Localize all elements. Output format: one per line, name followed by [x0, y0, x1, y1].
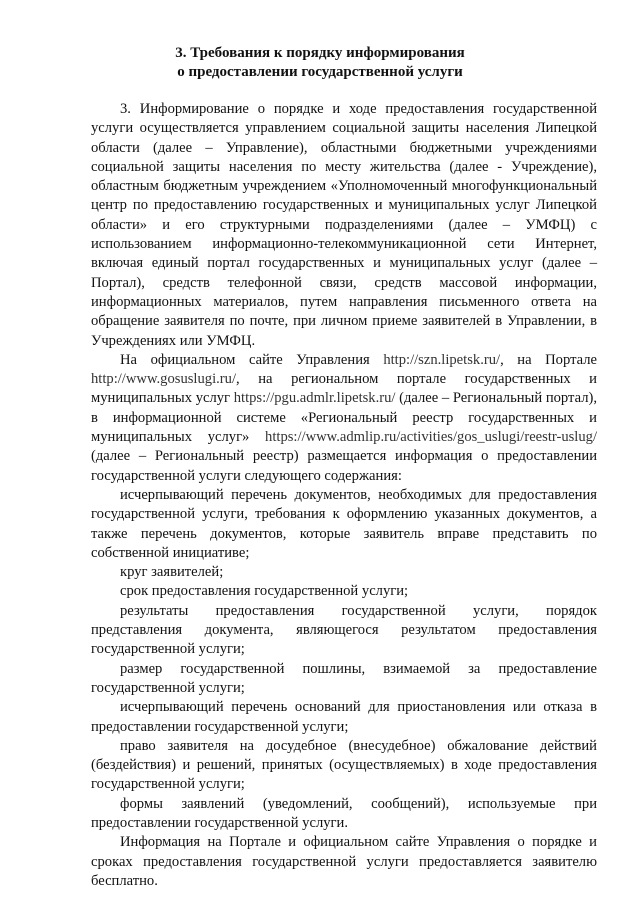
list-item: исчерпывающий перечень оснований для приостановления или отказа в предоставлении государственной услуги;: [91, 699, 597, 735]
paragraph-websites-text-1: На официальном сайте Управления: [120, 351, 384, 368]
link-regional-portal[interactable]: https://pgu.admlr.lipetsk.ru/: [233, 390, 396, 407]
paragraph-websites-text-4: (далее – Региональный портал), в информационной системе «Региональный реестр государственных и муниципальных услуг»: [91, 390, 597, 446]
section-title-line-1: 3. Требования к порядку информирования: [175, 45, 465, 61]
list-item: результаты предоставления государственной услуги, порядок представления документа, являющегося результатом предоставления государственной услуги;: [91, 602, 597, 658]
paragraph-websites-text-2: , на Портале: [500, 351, 597, 368]
document-body: [91, 100, 597, 891]
list-item: исчерпывающий перечень документов, необходимых для предоставления государственной услуги, требования к оформлению указанных документов, а также перечень документов, которые заявитель вправе представить по собственной инициативе;: [91, 486, 597, 561]
link-regional-registry[interactable]: https://www.admlip.ru/activities/gos_uslugi/reestr-uslug/: [265, 429, 597, 446]
section-title-line-2: о предоставлении государственной услуги: [177, 64, 463, 80]
paragraph-websites-text-3: , на региональном портале государственных и муниципальных услуг: [91, 371, 597, 407]
list-item: размер государственной пошлины, взимаемой за предоставление государственной услуги;: [91, 660, 597, 696]
list-item: круг заявителей;: [120, 564, 224, 581]
section-title: [0, 44, 640, 82]
list-item: формы заявлений (уведомлений, сообщений), используемые при предоставлении государственной услуги.: [91, 795, 597, 831]
link-szn-site[interactable]: http://szn.lipetsk.ru/: [383, 351, 501, 368]
link-gosuslugi[interactable]: http://www.gosuslugi.ru/: [91, 371, 236, 388]
paragraph-websites-text-5: (далее – Региональный реестр) размещается информация о предоставлении государственной услуги следующего содержания:: [91, 448, 597, 484]
paragraph-websites: [91, 351, 597, 486]
paragraph-free-information: Информация на Портале и официальном сайте Управления о порядке и сроках предоставления государственной услуги предоставляется заявителю бесплатно.: [91, 834, 597, 889]
list-item: срок предоставления государственной услуги;: [120, 583, 409, 600]
list-item: право заявителя на досудебное (внесудебное) обжалование действий (бездействия) и решений, принятых (осуществляемых) в ходе предоставления государственной услуги;: [91, 737, 597, 793]
paragraph-informing: 3. Информирование о порядке и ходе предоставления государственной услуги осуществляется управлением социальной защиты населения Липецкой области (далее – Управление), областными бюджетными учреждениями социальной защиты населения по месту жительства (далее - Учреждение), областным бюджетным учреждением «Уполномоченный многофункциональный центр по предоставлению государственных и муниципальных услуг Липецкой области» и его структурными подразделениями (далее – УМФЦ) с использованием информационно-телекоммуникационной сети Интернет, включая единый портал государственных и муниципальных услуг (далее – Портал), средств телефонной связи, средств массовой информации, информационных материалов, путем направления письменного ответа на обращение заявителя по почте, при личном приеме заявителей в Управлении, в Учреждениях или УМФЦ.: [91, 101, 597, 349]
